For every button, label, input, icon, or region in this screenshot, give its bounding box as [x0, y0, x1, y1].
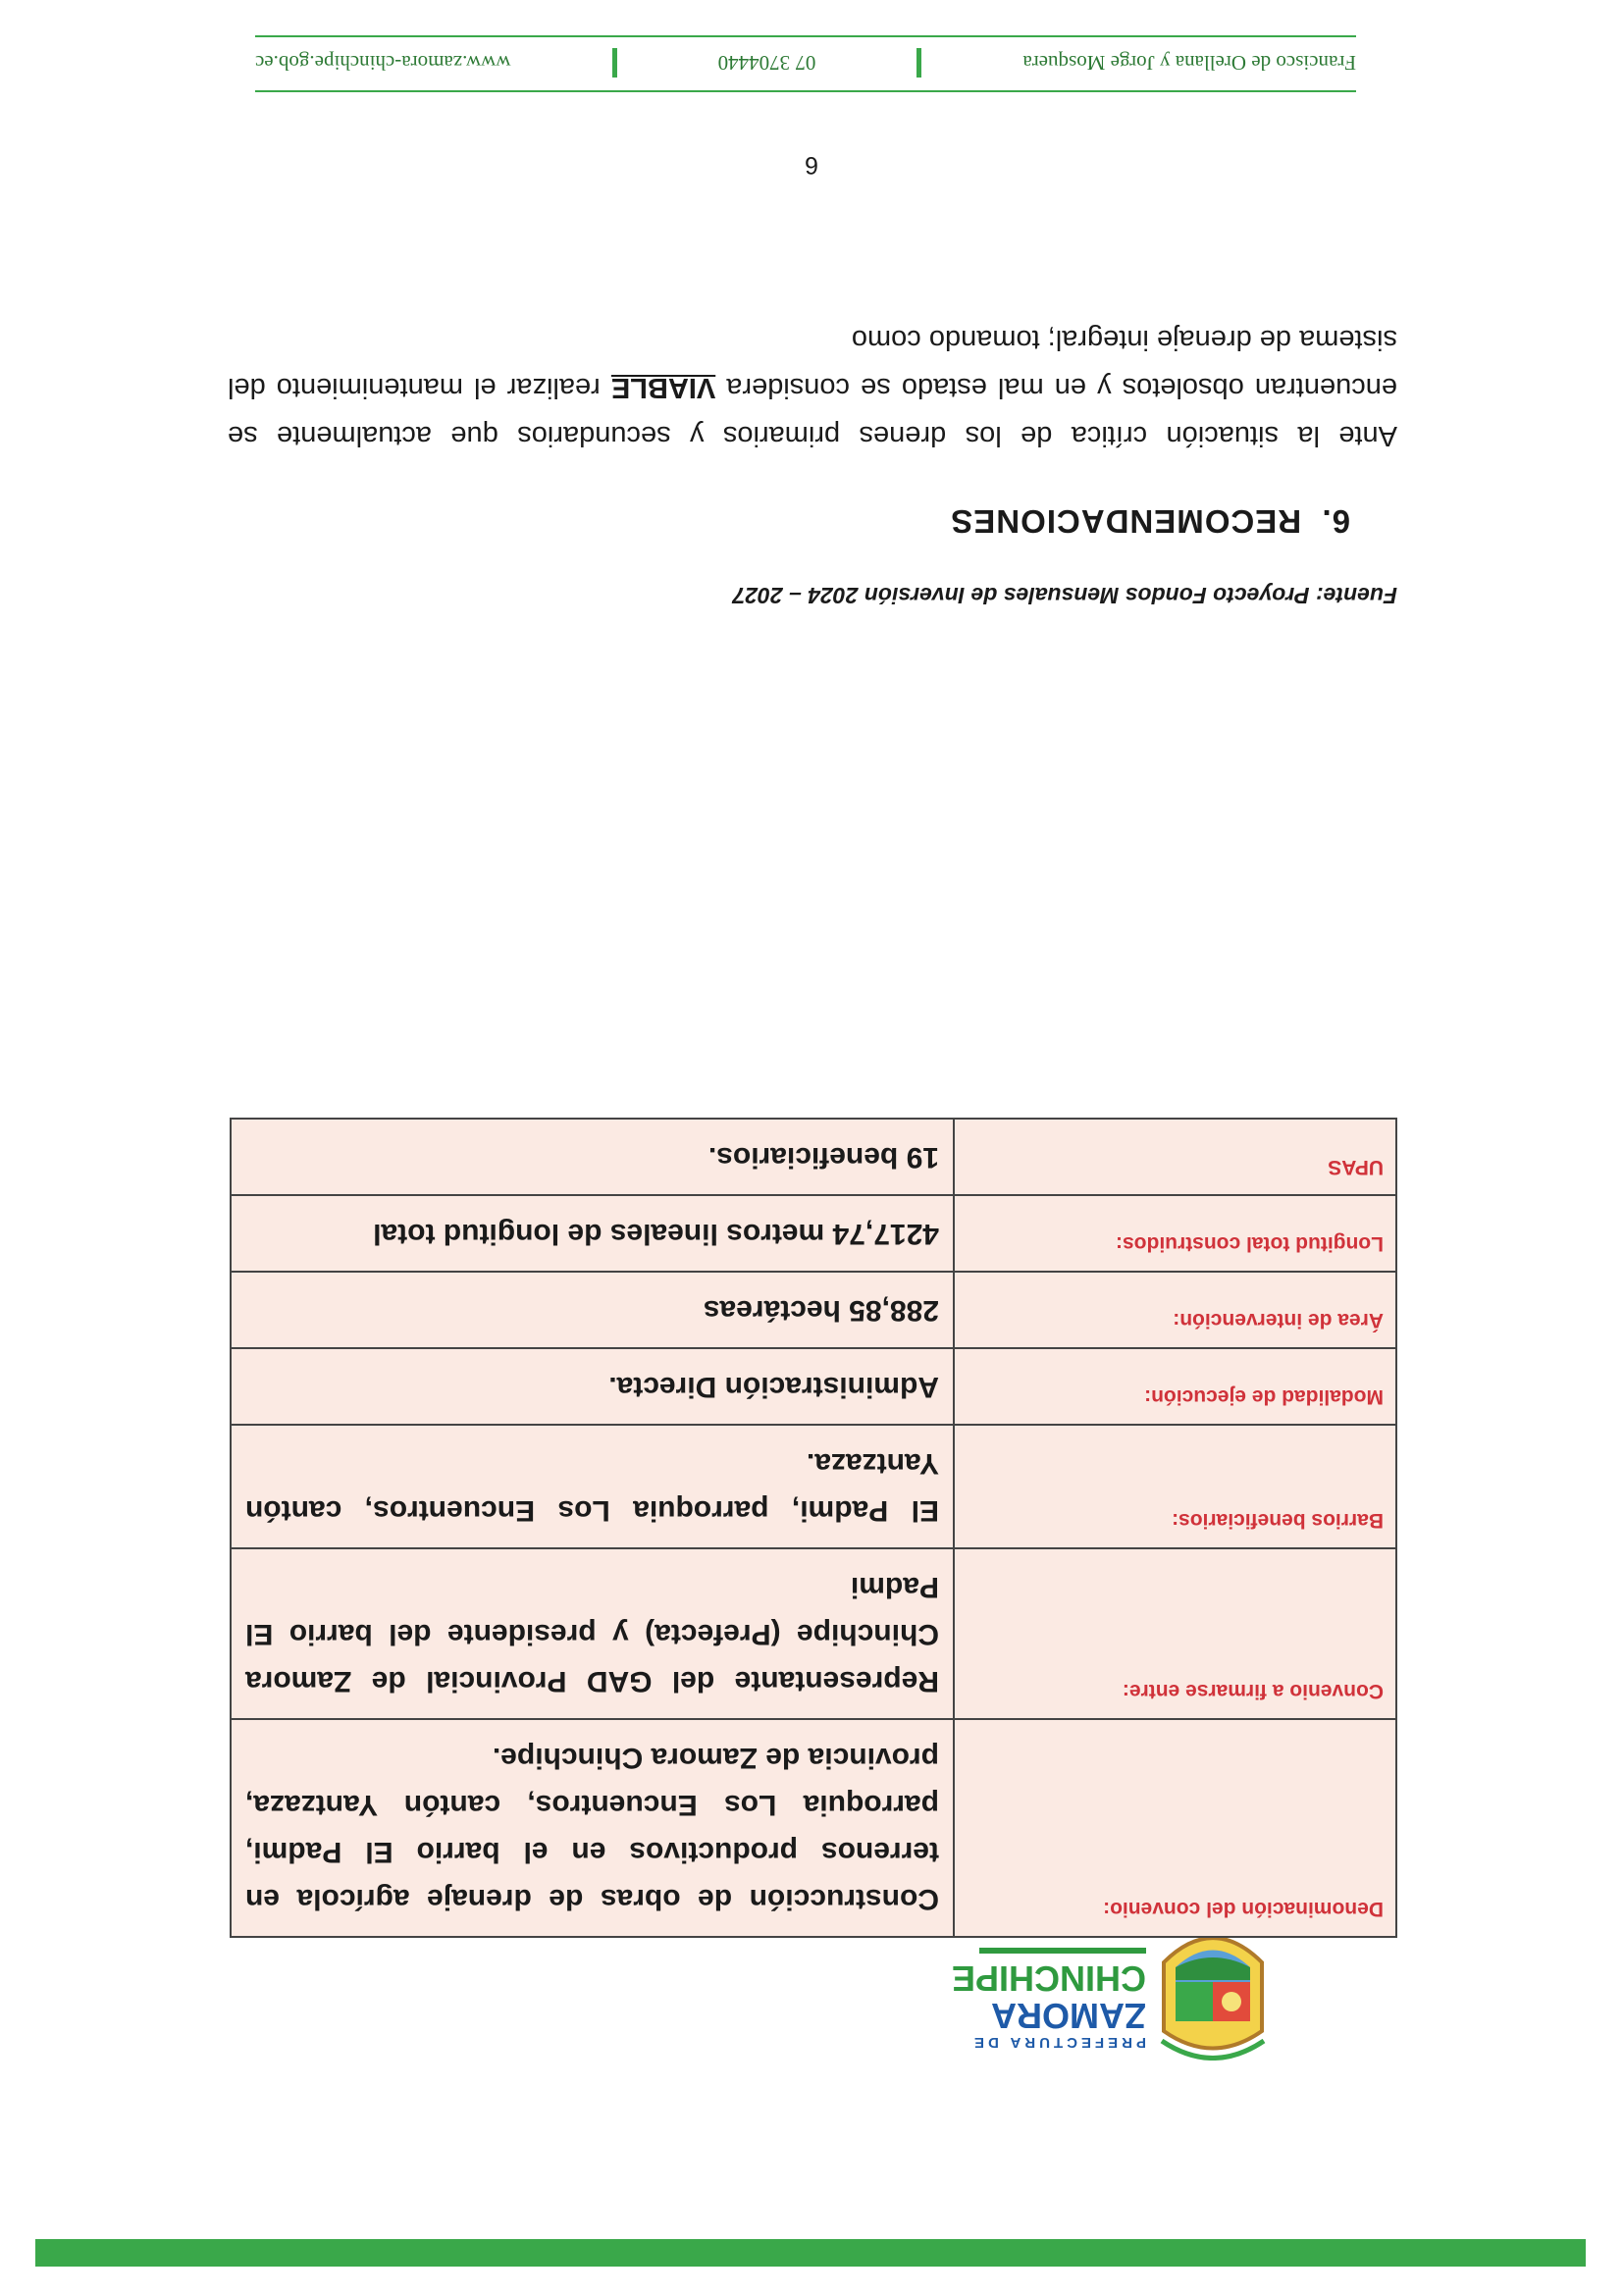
- row-label: Modalidad de ejecución:: [954, 1348, 1396, 1425]
- table-row: [231, 1548, 1396, 1719]
- footer-phone: 07 3704440: [717, 51, 816, 76]
- table-row: [231, 1348, 1396, 1425]
- footer-separator: [916, 48, 921, 78]
- header-green-bar: [35, 2239, 1586, 2267]
- paragraph-text-continued: realizar el mantenimiento del sistema de drenaje integral; tomando como: [228, 324, 1397, 403]
- logo-prefectura-text: PREFECTURA DE: [970, 2034, 1146, 2051]
- section-number: 6.: [1321, 503, 1350, 540]
- row-value: 19 beneficiarios.: [231, 1119, 954, 1195]
- page-number: 6: [805, 151, 818, 179]
- convenio-info-table: [230, 1118, 1397, 1938]
- row-value: El Padmi, parroquia Los Encuentros, cantón Yantzaza.: [231, 1425, 954, 1548]
- table-source-caption: Fuente: Proyecto Fondos Mensuales de Inversión 2024 – 2027: [732, 583, 1397, 608]
- footer-address: Francisco de Orellana y Jorge Mosquera: [1022, 51, 1356, 76]
- row-value: Representante del GAD Provincial de Zamora Chinchipe (Prefecta) y presidente del barrio El Padmi: [231, 1548, 954, 1719]
- footer-bottom-rule: [255, 35, 1356, 37]
- footer-top-rule: [255, 90, 1356, 92]
- row-label: Área de intervención:: [954, 1272, 1396, 1348]
- recommendation-paragraph: [228, 315, 1397, 459]
- viable-emphasis: VIABLE: [610, 372, 716, 403]
- footer: [255, 43, 1356, 82]
- row-value: Construcción de obras de drenaje agrícola en terrenos productivos en el barrio El Padmi, parroquia Los Encuentros, cantón Yantzaza, provincia de Zamora Chinchipe.: [231, 1719, 954, 1937]
- footer-separator: [612, 48, 617, 78]
- table-row: [231, 1119, 1396, 1195]
- row-label: UPAS: [954, 1119, 1396, 1195]
- row-label: Longitud total construidos:: [954, 1195, 1396, 1272]
- row-label: Barrios beneficiarios:: [954, 1425, 1396, 1548]
- table-row: [231, 1425, 1396, 1548]
- row-label: Convenio a firmarse entre:: [954, 1548, 1396, 1719]
- logo-zamora-text: ZAMORA: [991, 1996, 1146, 2036]
- row-value: Administración Directa.: [231, 1348, 954, 1425]
- logo-chinchipe-text: CHINCHIPE: [951, 1958, 1146, 1999]
- table-row: [231, 1272, 1396, 1348]
- row-value: 4217,74 metros lineales de longitud total: [231, 1195, 954, 1272]
- logo-underline: [979, 1948, 1146, 1954]
- table-row: [231, 1195, 1396, 1272]
- table-row: [231, 1719, 1396, 1937]
- row-value: 288,85 hectáreas: [231, 1272, 954, 1348]
- paragraph-text: Ante la situación crítica de los drenes primarios y secundarios que actualmente se encuentran obsoletos y en mal estado se considera: [228, 372, 1397, 451]
- footer-website-link[interactable]: www.zamora-chinchipe.gob.ec: [255, 51, 511, 76]
- section-title: RECOMENDACIONES: [950, 503, 1302, 540]
- section-heading: [950, 502, 1350, 540]
- row-label: Denominación del convenio:: [954, 1719, 1396, 1937]
